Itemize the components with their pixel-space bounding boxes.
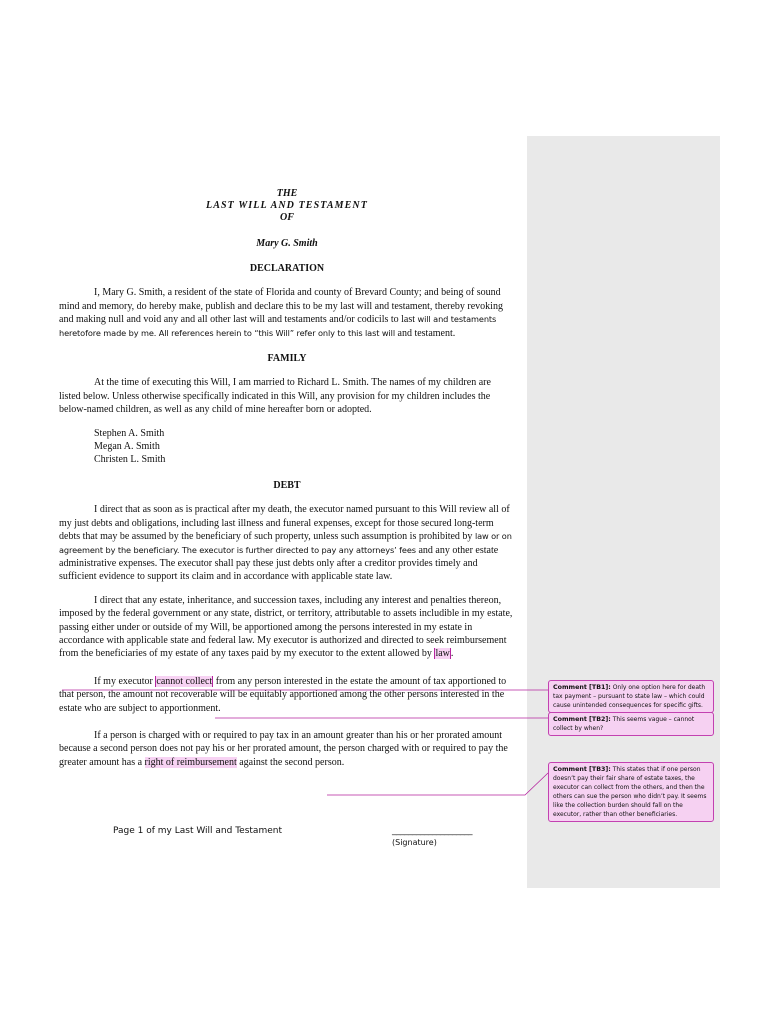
title-of: OF: [280, 212, 294, 223]
family-heading: FAMILY: [267, 353, 307, 365]
declaration-paragraph: I, Mary G. Smith, a resident of the state of Florida and county of Brevard County; and being of sound mind and memory, do hereby make, publish and declare this to be my last will and testament, thereby revoking and making null and void any and all other last will and testaments and/or codicils to last will and testaments heretofore made by me. All references herein to “this Will” refer only to this last will and testament.: [59, 287, 503, 339]
child-name: Megan A. Smith: [94, 441, 160, 453]
page-footer: Page 1 of my Last Will and Testament: [113, 826, 282, 836]
testator-name: Mary G. Smith: [256, 238, 318, 249]
signature-label: (Signature): [392, 838, 437, 847]
child-name: Christen L. Smith: [94, 454, 166, 466]
family-paragraph: At the time of executing this Will, I am married to Richard L. Smith. The names of my children are listed below. Unless otherwise specifically indicated in this Will, any provision for my children includes the below-named children, as well as any child of mine hereafter born or adopted.: [59, 377, 491, 416]
title-main: LAST WILL AND TESTAMENT: [206, 200, 368, 211]
highlight-cannot-collect[interactable]: cannot collect: [156, 675, 213, 687]
highlight-law[interactable]: law: [435, 648, 450, 660]
signature-line: ____________________: [392, 826, 472, 836]
debt-paragraph-1: I direct that as soon as is practical after my death, the executor named pursuant to this Will review all of my just debts and obligations, including last illness and funeral expenses, except for those secured long-term debts that may be assumed by the beneficiary of such property, unless such assumption is prohibited by law or on agreement by the beneficiary. The executor is further directed to pay any attorneys’ fees and any other estate administrative expenses. The executor shall pay these just debts only after a creditor provides timely and sufficient evidence to support its claim and in accordance with applicable state law.: [59, 504, 512, 583]
page-number: 1: [137, 826, 144, 836]
comment-tb2[interactable]: Comment [TB2]: This seems vague – cannot collect by when?: [548, 712, 714, 736]
highlight-right-of-reimbursement[interactable]: right of reimbursement: [144, 756, 237, 768]
debt-paragraph-2: I direct that any estate, inheritance, and succession taxes, including any interest and penalties thereon, imposed by the federal government or any state, district, or territory, attributable to assets includible in my estate, passing either under or outside of my Will, be apportioned among the persons interested in my estate in accordance with applicable state and federal law. My executor is authorized and directed to seek reimbursement from the beneficiaries of my estate of any taxes paid by my executor to the extent allowed by law.: [59, 594, 513, 660]
debt-paragraph-3: If my executor cannot collect from any person interested in the estate the amount of tax apportioned to that person, the amount not recoverable will be equitably apportioned among the other persons interested in the estate who are subject to apportionment.: [59, 675, 507, 714]
child-name: Stephen A. Smith: [94, 427, 165, 439]
comment-tb1[interactable]: Comment [TB1]: Only one option here for death tax payment – pursuant to state law – which could cause unintended consequences for specific gifts.: [548, 680, 714, 713]
declaration-heading: DECLARATION: [249, 263, 325, 274]
connector-tb3: [327, 773, 548, 795]
title-the: THE: [276, 188, 298, 199]
debt-heading: DEBT: [273, 479, 301, 491]
comment-tb3[interactable]: Comment [TB3]: This states that if one person doesn’t pay their fair share of estate taxes, the executor can collect from the others, and then the others can sue the person who didn’t pay. It seems like the collection burden should fall on the executor, rather than other beneficiaries.: [548, 762, 714, 822]
debt-paragraph-4: If a person is charged with or required to pay tax in an amount greater than his or her prorated amount because a second person does not pay his or her prorated amount, the person charged with or required to pay the greater amount has a right of reimbursement against the second person.: [59, 729, 508, 768]
